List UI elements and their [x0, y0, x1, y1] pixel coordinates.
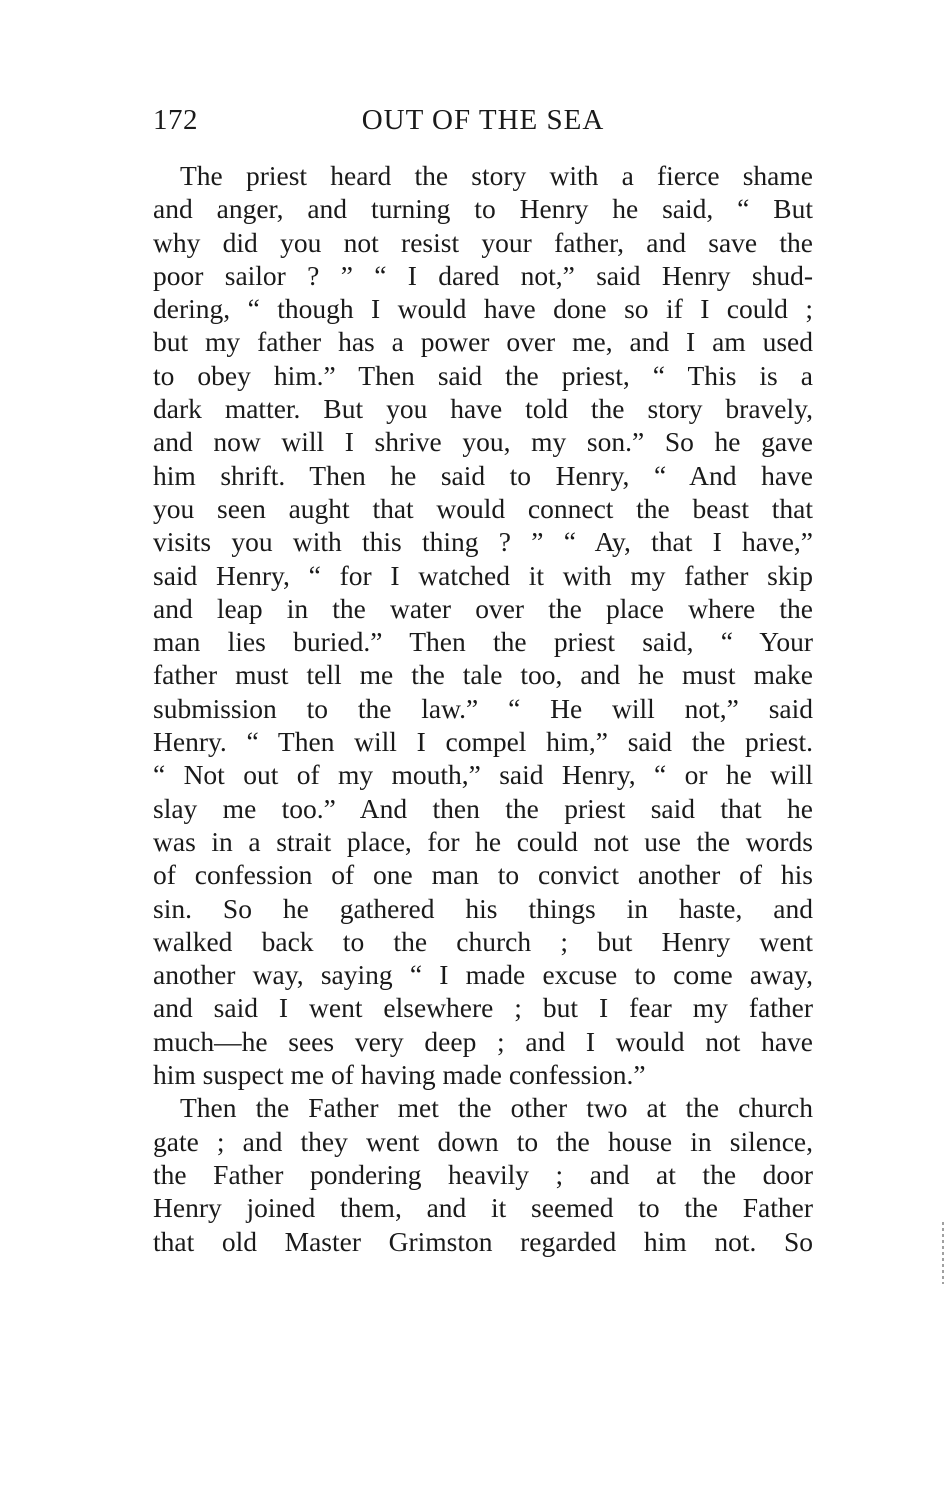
text-line: was in a strait place, for he could not use the words: [153, 825, 813, 857]
page-number: 172: [153, 104, 198, 136]
text-line: man lies buried.” Then the priest said, “ Your: [153, 626, 813, 658]
text-line: dering, “ though I would have done so if I could ;: [153, 293, 813, 325]
text-line: but my father has a power over me, and I am used: [153, 326, 813, 358]
scan-edge-mark: [942, 1222, 944, 1284]
text-line: father must tell me the tale too, and he must make: [153, 659, 813, 691]
text-line: and now will I shrive you, my son.” So he gave: [153, 426, 813, 458]
text-line: and anger, and turning to Henry he said, “ But: [153, 193, 813, 225]
text-line: to obey him.” Then said the priest, “ This is a: [153, 359, 813, 391]
text-line: submission to the law.” “ He will not,” said: [153, 692, 813, 724]
page-header: [153, 100, 813, 140]
text-line: Then the Father met the other two at the church: [180, 1092, 813, 1124]
text-line: sin. So he gathered his things in haste, and: [153, 892, 813, 924]
text-line: the Father pondering heavily ; and at the door: [153, 1158, 813, 1190]
paragraph-2: [153, 1091, 813, 1257]
text-line: “ Not out of my mouth,” said Henry, “ or he will: [153, 759, 813, 791]
text-line: Henry. “ Then will I compel him,” said the priest.: [153, 726, 813, 758]
text-line: walked back to the church ; but Henry went: [153, 925, 813, 957]
text-line: gate ; and they went down to the house in silence,: [153, 1125, 813, 1157]
text-line: much—he sees very deep ; and I would not have: [153, 1025, 813, 1057]
text-line: and said I went elsewhere ; but I fear my father: [153, 992, 813, 1024]
running-title: OUT OF THE SEA: [361, 104, 605, 136]
text-line: that old Master Grimston regarded him not. So: [153, 1225, 813, 1257]
text-line: of confession of one man to convict another of his: [153, 859, 813, 891]
text-line: and leap in the water over the place where the: [153, 592, 813, 624]
text-line: dark matter. But you have told the story bravely,: [153, 393, 813, 425]
text-line: visits you with this thing ? ” “ Ay, that I have,”: [153, 526, 813, 558]
paragraph-1: [153, 159, 813, 1091]
text-line: another way, saying “ I made excuse to come away,: [153, 959, 813, 991]
text-line: you seen aught that would connect the beast that: [153, 492, 813, 524]
text-line: why did you not resist your father, and save the: [153, 226, 813, 258]
text-line: him suspect me of having made confession.”: [153, 1059, 646, 1091]
text-line: poor sailor ? ” “ I dared not,” said Henry shud-: [153, 259, 813, 291]
text-line: him shrift. Then he said to Henry, “ And have: [153, 459, 813, 491]
text-line: The priest heard the story with a fierce shame: [180, 160, 813, 191]
text-line: slay me too.” And then the priest said that he: [153, 792, 813, 824]
text-line: Henry joined them, and it seemed to the Father: [153, 1192, 813, 1224]
text-line: said Henry, “ for I watched it with my father skip: [153, 559, 813, 591]
body-text: [153, 159, 813, 1258]
